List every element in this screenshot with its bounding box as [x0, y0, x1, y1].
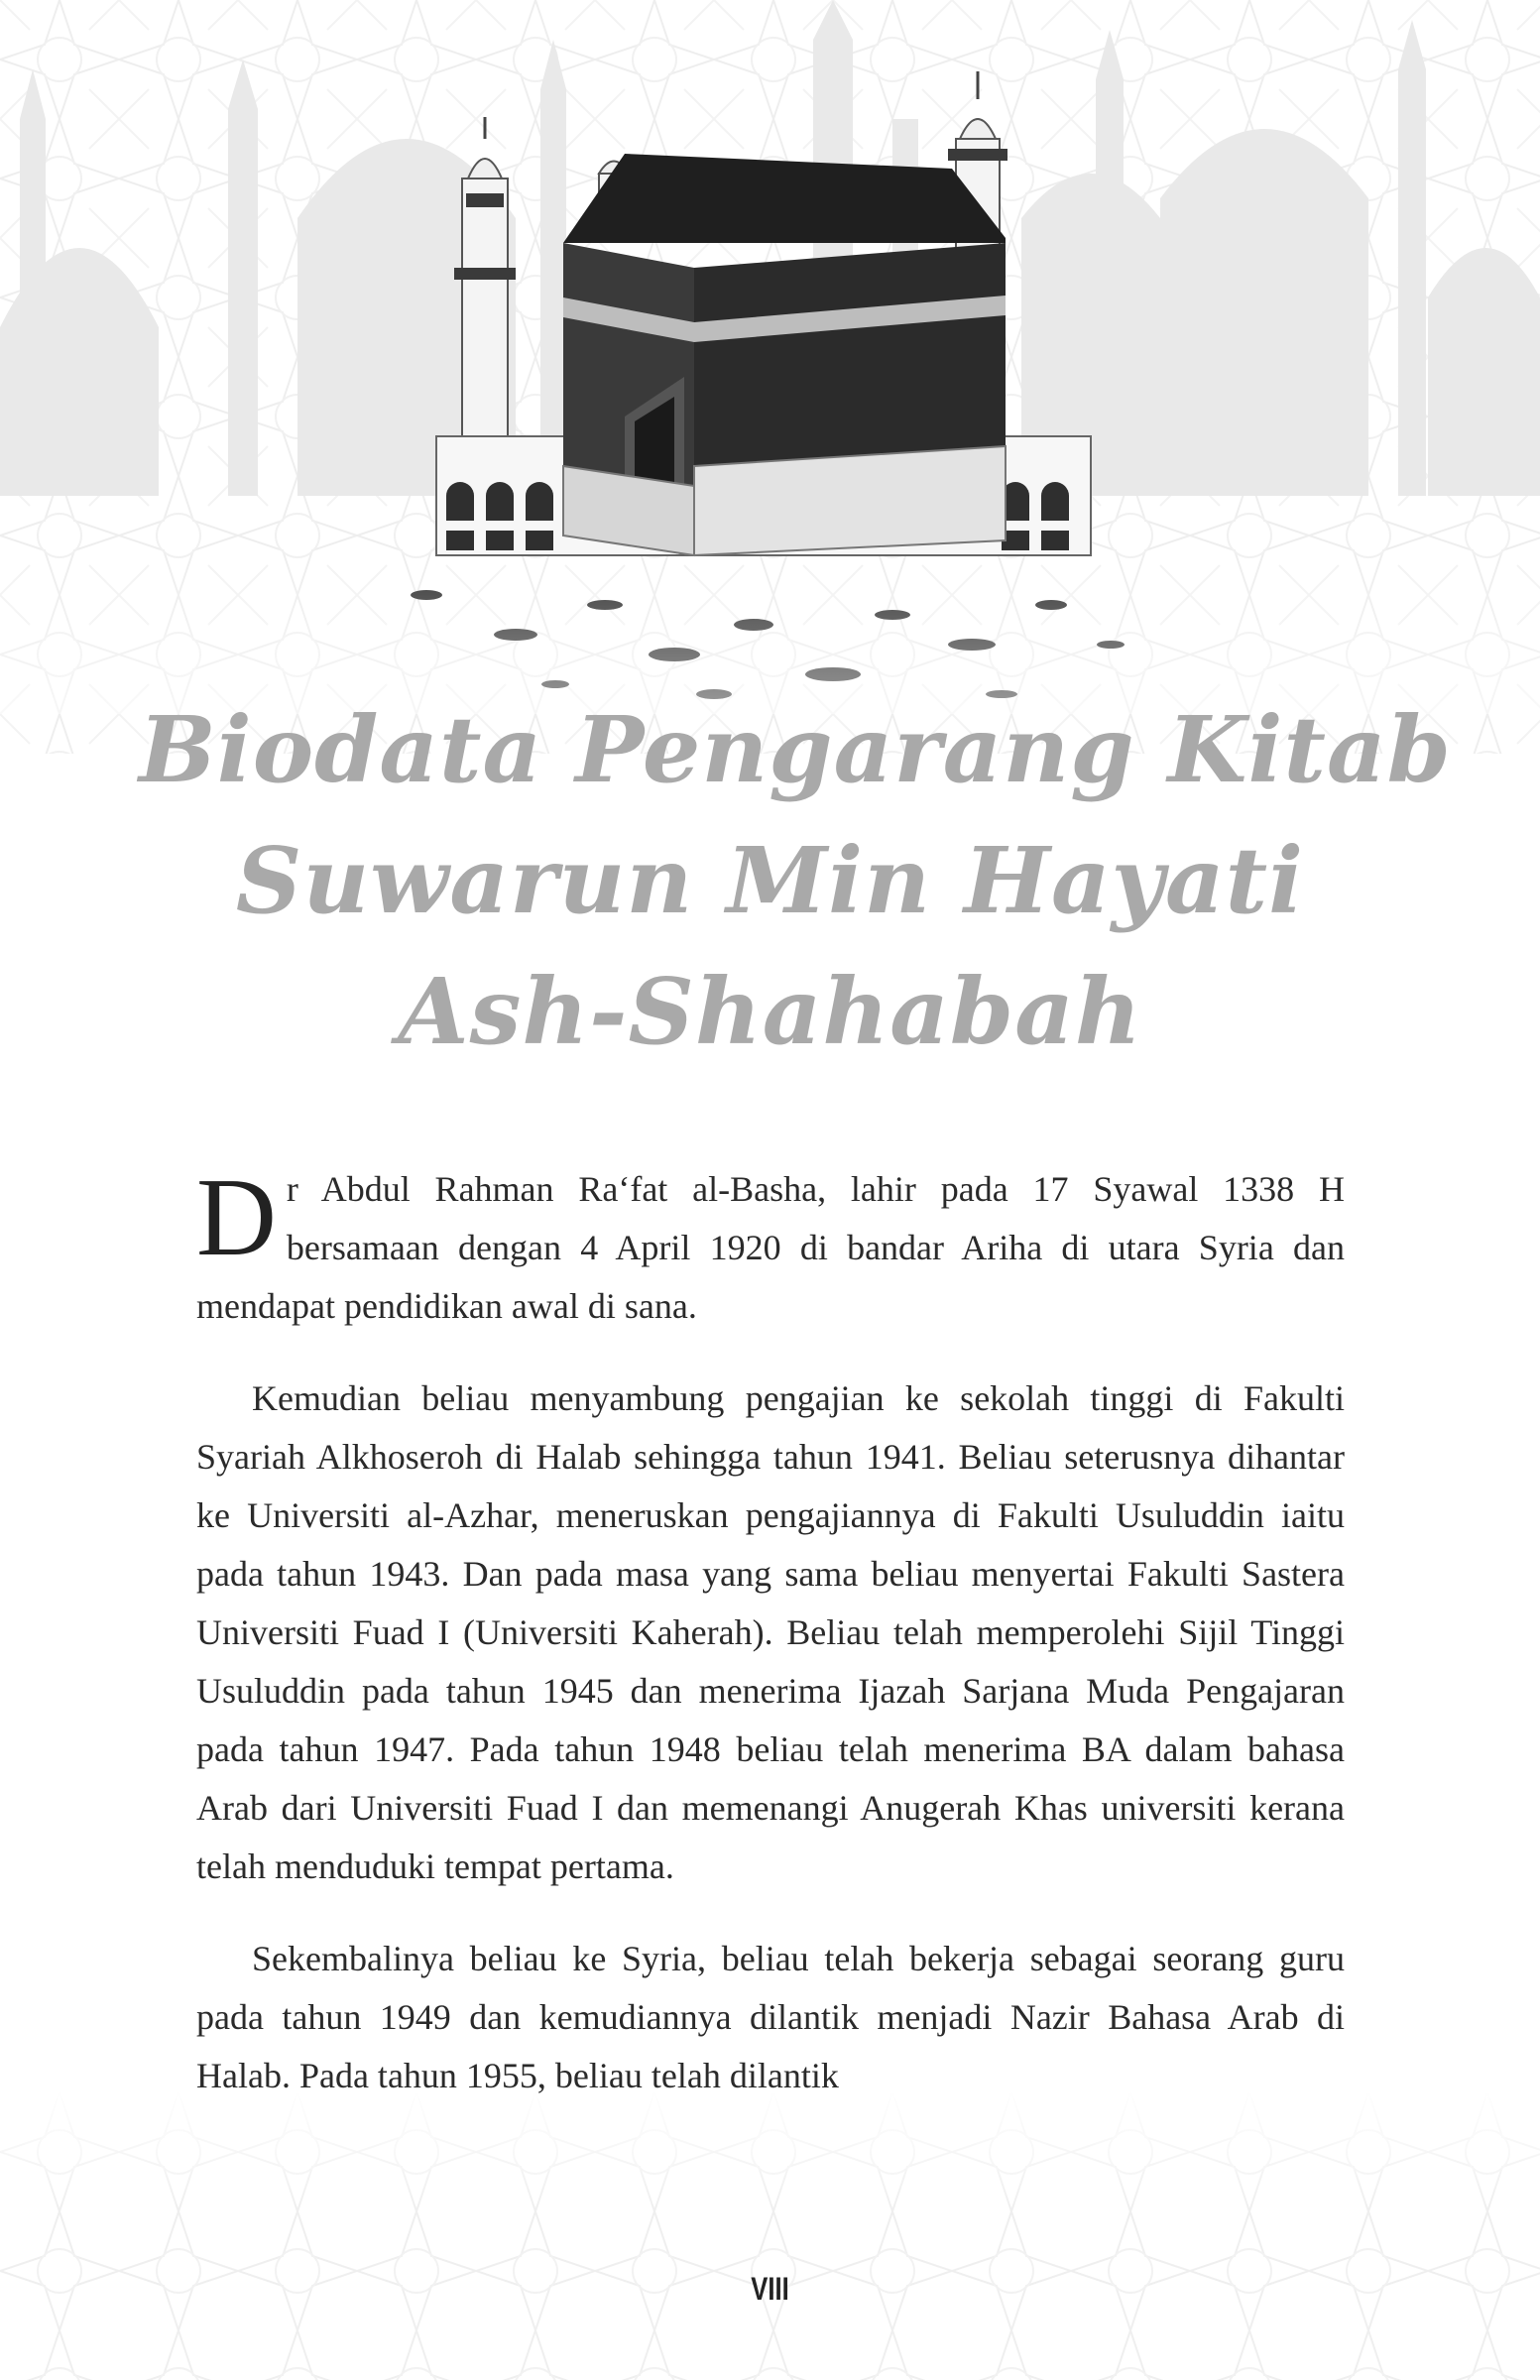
kaaba: [563, 154, 1006, 555]
paragraph-2: Kemudian beliau menyambung pengajian ke sekolah tinggi di Fakulti Syariah Alkhoseroh di Halab sehingga tahun 1941. Beliau seterusnya dihantar ke Universiti al-Azhar, meneruskan pengajiannya di Fakulti Usuluddin iaitu pada tahun 1943. Dan pada masa yang sama beliau menyertai Fakulti Sastera Universiti Fuad I (Universiti Kaherah). Beliau telah memperolehi Sijil Tinggi Usuluddin pada tahun 1945 dan menerima Ijazah Sarjana Muda Pengajaran pada tahun 1947. Pada tahun 1948 beliau telah menerima BA dalam bahasa Arab dari Universiti Fuad I dan memenangi Anugerah Khas universiti kerana telah menduduki tempat pertama.: [196, 1378, 1345, 1886]
chapter-title-line-1: Biodata Pengarang Kitab: [139, 696, 1452, 803]
body-text: [196, 1156, 1345, 2139]
chapter-title-line-2: Suwarun Min Hayati: [235, 827, 1305, 934]
kaaba-mosque-illustration: [0, 0, 1540, 714]
page-number: VIII: [751, 2271, 789, 2307]
chapter-title: [139, 684, 1452, 1077]
chapter-title-line-3: Ash-Shahabah: [398, 958, 1142, 1065]
drop-cap: D: [196, 1156, 277, 1279]
paragraph-1-text: r Abdul Rahman Ra‘fat al-Basha, lahir pada 17 Syawal 1338 H bersamaan dengan 4 April 1920 di bandar Ariha di utara Syria dan mendapat pendidikan awal di sana.: [196, 1169, 1345, 1326]
paragraph-3: Sekembalinya beliau ke Syria, beliau telah bekerja sebagai seorang guru pada tahun 1949 dan kemudiannya dilantik menjadi Nazir Bahasa Arab di Halab. Pada tahun 1955, beliau telah dilantik: [196, 1939, 1345, 2095]
paragraph-1: [196, 1156, 1345, 1336]
